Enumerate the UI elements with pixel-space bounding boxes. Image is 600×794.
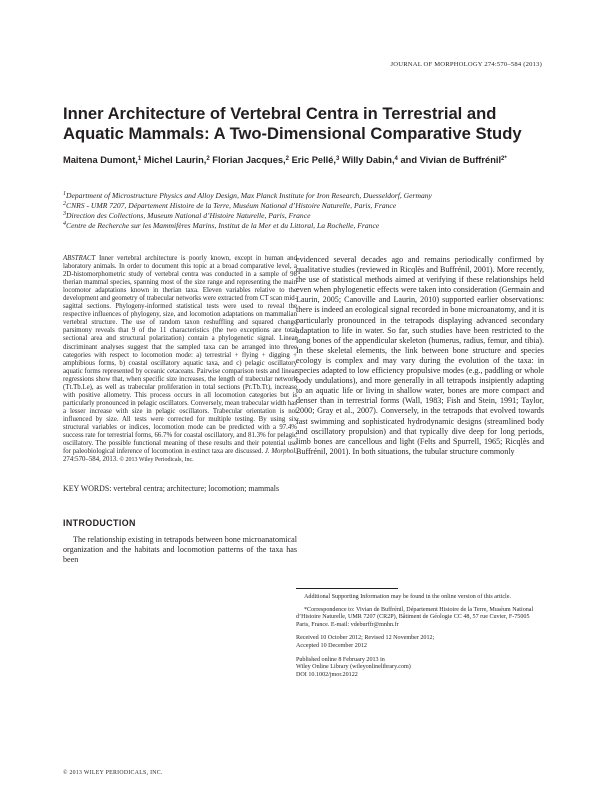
received-date: Received 10 October 2012; Revised 12 November 2012;: [296, 635, 435, 642]
affiliation-text: CNRS - UMR 7207, Département Histoire de la Terre, Muséum National d’Histoire Naturelle, Paris, France: [66, 200, 397, 210]
body-paragraph: evidenced several decades ago and remains periodically confirmed by qualitative studies (reviewed in Ricqlès and Buffrénil, 2001). More recently, the use of statistical methods aimed at verifying if these relationships held even when phylogenetic effects were taken into consideration (Germain and Laurin, 2005; Canoville and Laurin, 2010) supported earlier observations: there is indeed an ecological signal recorded in bone microanatomy, and it is particularly pronounced in the tetrapods displaying advanced secondary adaptation to life in water. So far, such studies have been restricted to the long bones of the appendicular skeleton (humerus, radius, femur, and tibia). In these skeletal elements, the link between bone structure and species ecology is complex and may vary during the evolution of the taxa: in species adapted to low efficiency propulsive modes (e.g., paddling or whole body undulations), and more generally in all tetrapods insipiently adapting to an aquatic life or living in shallow water, bones are more compact and denser than in terrestrial forms (Wall, 1983; Fish and Stein, 1991; Taylor, 2000; Gray et al., 2007). Conversely, in the tetrapods that evolved towards fast swimming and sophisticated hydrodynamic designs (streamlined body and oscillatory propulsion) and that typically dive deep for long periods, limb bones are cancellous and light (Felts and Spurrell, 1965; Ricqlès and Buffrénil, 2001). In both situations, the tubular structure commonly: [296, 255, 544, 456]
footnote-supporting-info: Additional Supporting Information may be found in the online version of this article.: [304, 594, 511, 600]
affiliation: [63, 201, 548, 211]
author-name: Michel Laurin,: [141, 155, 207, 165]
author-list: [63, 154, 543, 167]
doi: DOI 10.1002/jmor.20122: [296, 671, 358, 678]
author-affil-sup: 2: [285, 156, 289, 162]
footnotes: [296, 594, 544, 679]
affiliation-sup: 4: [63, 220, 66, 227]
author-affil-sup: 2*: [501, 156, 507, 162]
affiliation-sup: 3: [63, 210, 66, 217]
author-name: Willy Dabin,: [339, 155, 395, 165]
accepted-date: Accepted 10 December 2012: [296, 642, 367, 649]
author-affil-sup: 4: [394, 156, 398, 162]
abstract-text: Inner vertebral architecture is poorly known, except in human and laboratory animals. In order to document this topic at a broad comparative level, a 2D-histomorphometric study of vertebral centra was conducted in a sample of 98 therian mammal species, spanning most of the size range and representing the main locomotor adaptations known in therian taxa. Eleven variables relative to the development and geometry of trabecular networks were extracted from CT scan mid-sagittal sections. Phylogeny-informed statistical tests were used to reveal the respective influences of phylogeny, size, and locomotion adaptations on mammalian vertebral structure. The use of random taxon reshuffling and squared change parsimony reveals that 9 of the 11 characteristics (the two exceptions are total sectional area and structural polarization) contain a phylogenetic signal. Linear discriminant analyses suggest that the sampled taxa can be arranged into three categories with respect to locomotion mode: a) terrestrial + flying + digging + amphibious forms, b) coastal oscillatory aquatic taxa, and c) pelagic oscillatory aquatic forms represented by oceanic cetaceans. Pairwise comparison tests and linear regressions show that, when specific size increases, the length of trabecular network (Tt.Tb.Le), as well as trabecular proliferation in total sections (Pr.Tb.Tt), increase with positive allometry. This process occurs in all locomotion categories but is particularly pronounced in pelagic oscillators. Conversely, mean trabecular width has a lesser increase with size in pelagic oscillators. Trabecular orientation is not influenced by size. All tests were corrected for multiple testing. By using six structural variables or indices, locomotion mode can be predicted with a 97.4% success rate for terrestrial forms, 66.7% for coastal oscillatory, and 81.3% for pelagic oscillatory. The possible functional meaning of these results and their potential use for paleobiological inference of locomotion in extinct taxa are discussed.: [63, 255, 297, 456]
affiliation-text: Department of Microstructure Physics and Alloy Design, Max Planck Institute for Iron Research, Duesseldorf, Germany: [66, 191, 432, 200]
abstract-copyright: © 2013 Wiley Periodicals, Inc.: [117, 457, 194, 464]
abstract: [63, 255, 297, 464]
author-name: Maitena Dumont,: [63, 155, 138, 165]
affiliation-sup: 2: [63, 200, 66, 207]
affiliation-text: Direction des Collections, Museum National d’Histoire Naturelle, Paris, France: [66, 210, 311, 220]
footnote-correspondence: *Correspondence to: Vivian de Buffrénil, Département Histoire de la Terre, Muséum National d’Histoire Naturelle, UMR 7207 (CR2P), Bâtiment de Géologie CC 48, 57 rue Cuvier, F-75005 Paris, France. E-mail: vdeburffr@mnhn.fr: [296, 606, 534, 628]
article-dates: [296, 635, 544, 650]
online-library: Wiley Online Library (wileyonlinelibrary.com): [296, 664, 411, 671]
author-name: Eric Pellé,: [288, 155, 337, 165]
footnote-divider: [296, 588, 398, 589]
author-affil-sup: 3: [336, 156, 340, 162]
right-column: [296, 255, 544, 457]
journal-ref-tail: 274:570–584, 2013.: [63, 456, 118, 464]
publication-info: [296, 657, 544, 680]
affiliations: [63, 191, 548, 231]
affiliation: [63, 211, 548, 221]
intro-paragraph: The relationship existing in tetrapods between bone microanatomical organization and the habitats and locomotion patterns of the taxa has been: [63, 535, 297, 565]
article-title: Inner Architecture of Vertebral Centra in Terrestrial and Aquatic Mammals: A Two-Dimensional Comparative Study: [63, 104, 522, 143]
author-name: and Vivian de Buffrénil: [397, 155, 502, 165]
affiliation-sup: 1: [63, 191, 66, 197]
keywords: KEY WORDS: vertebral centra; architecture; locomotion; mammals: [63, 484, 280, 494]
left-column: [63, 255, 297, 565]
page-footer-copyright: © 2013 WILEY PERIODICALS, INC.: [63, 770, 163, 776]
section-heading-introduction: INTRODUCTION: [63, 518, 136, 529]
author-name: Florian Jacques,: [209, 155, 286, 165]
author-affil-sup: 1: [137, 156, 142, 162]
abstract-label: ABSTRACT: [63, 255, 96, 262]
affiliation-text: Centre de Recherche sur les Mammifères Marins, Institut de la Mer et du Littoral, La Rochelle, France: [66, 220, 380, 230]
affiliation: [63, 221, 548, 231]
published-date: Published online 8 February 2013 in: [296, 656, 385, 663]
author-affil-sup: 2: [206, 156, 210, 162]
journal-ref: J. Morphol.: [264, 448, 298, 456]
journal-header: JOURNAL OF MORPHOLOGY 274:570–584 (2013): [390, 61, 542, 68]
affiliation: [63, 191, 548, 201]
